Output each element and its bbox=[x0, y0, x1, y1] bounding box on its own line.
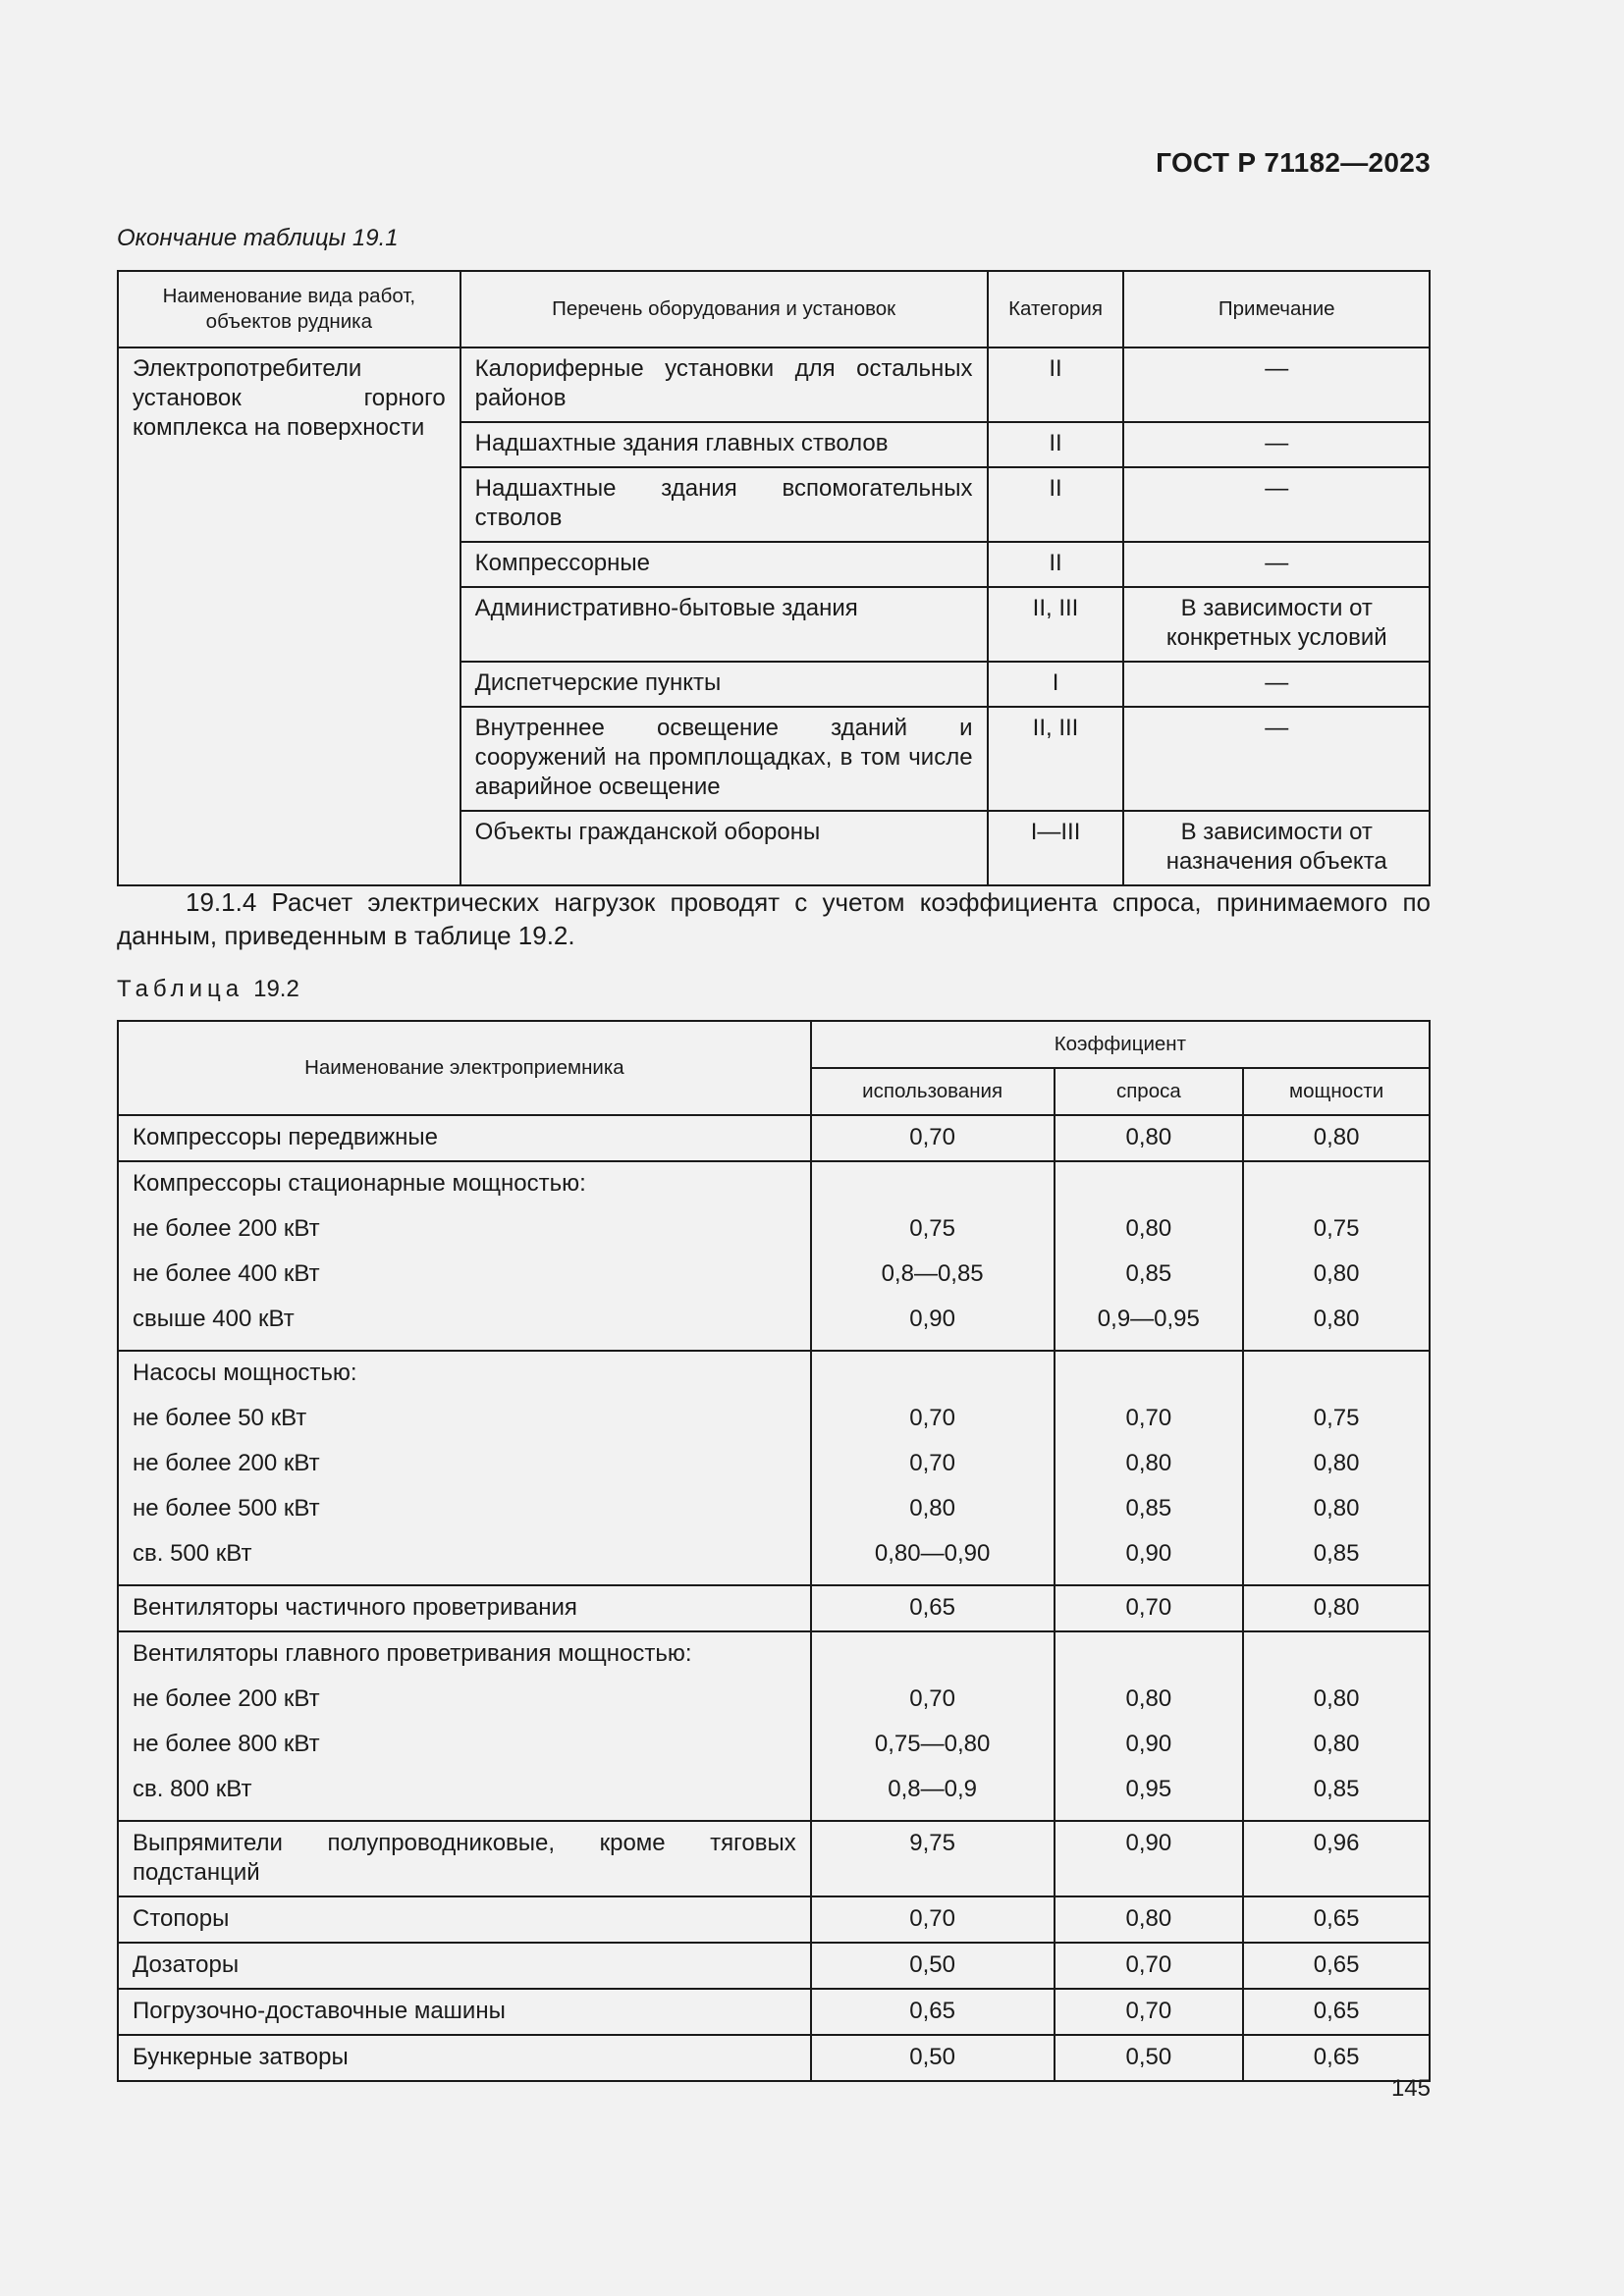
cell-line: 0,80 bbox=[909, 1495, 955, 1522]
table-row bbox=[118, 1989, 1430, 2035]
demand-cell: 0,50 bbox=[1055, 2035, 1244, 2081]
cell-line: 0,70 bbox=[1125, 1405, 1172, 1431]
demand-cell: 0,70 bbox=[1055, 1585, 1244, 1631]
equipment-cell: Компрессорные bbox=[460, 542, 988, 587]
note-cell: — bbox=[1123, 542, 1430, 587]
cell-line: 0,80 bbox=[1313, 1495, 1360, 1522]
equipment-cell: Объекты гражданской обороны bbox=[460, 811, 988, 885]
cell-line bbox=[1069, 1639, 1229, 1677]
table-caption-number: 19.2 bbox=[253, 976, 299, 1002]
utilization-cell: 9,75 bbox=[811, 1821, 1055, 1896]
note-cell: — bbox=[1123, 422, 1430, 467]
column-header-coefficient: Коэффициент bbox=[811, 1021, 1430, 1068]
cell-line: 0,85 bbox=[1313, 1540, 1360, 1567]
utilization-cell bbox=[811, 1161, 1055, 1351]
power-cell bbox=[1243, 1161, 1430, 1351]
paragraph-19-1-4: 19.1.4 Расчет электрических нагрузок проводят с учетом коэффициента спроса, принимаемого по данным, приведенным в таблице 19.2. bbox=[117, 887, 1431, 950]
demand-cell: 0,70 bbox=[1055, 1943, 1244, 1989]
table-row bbox=[118, 347, 1430, 422]
demand-cell: 0,70 bbox=[1055, 1989, 1244, 2035]
cell-line: не более 200 кВт bbox=[133, 1215, 320, 1242]
receiver-name-cell: Бункерные затворы bbox=[118, 2035, 811, 2081]
category-cell: II, III bbox=[988, 707, 1124, 811]
power-cell: 0,65 bbox=[1243, 1989, 1430, 2035]
cell-line: 0,75 bbox=[1313, 1405, 1360, 1431]
table-row bbox=[118, 1585, 1430, 1631]
cell-line: 0,70 bbox=[909, 1685, 955, 1712]
table-row bbox=[118, 1631, 1430, 1821]
cell-line: 0,70 bbox=[909, 1450, 955, 1476]
table-row bbox=[118, 1821, 1430, 1896]
document-code: ГОСТ Р 71182—2023 bbox=[1156, 147, 1431, 178]
note-cell: — bbox=[1123, 707, 1430, 811]
receiver-name-cell: Погрузочно-доставочные машины bbox=[118, 1989, 811, 2035]
table-row bbox=[118, 1896, 1430, 1943]
power-cell: 0,65 bbox=[1243, 1896, 1430, 1943]
note-cell: В зависимости от назначения объекта bbox=[1123, 811, 1430, 885]
power-cell bbox=[1243, 1351, 1430, 1585]
equipment-cell: Калориферные установки для остальных районов bbox=[460, 347, 988, 422]
utilization-cell: 0,50 bbox=[811, 2035, 1055, 2081]
table-19-2-caption bbox=[117, 976, 299, 1003]
cell-line: 0,80 bbox=[1125, 1215, 1172, 1242]
column-header-equipment: Перечень оборудования и установок bbox=[460, 271, 988, 347]
work-type-cell: Электропотребители установок горного комплекса на поверхности bbox=[118, 347, 460, 885]
cell-line bbox=[826, 1359, 1040, 1396]
cell-line: 0,80 bbox=[1313, 1306, 1360, 1332]
category-cell: II bbox=[988, 347, 1124, 422]
cell-line: 0,80 bbox=[1125, 1685, 1172, 1712]
receiver-name-cell: Вентиляторы частичного проветривания bbox=[118, 1585, 811, 1631]
cell-line: 0,85 bbox=[1125, 1495, 1172, 1522]
column-header-power: мощности bbox=[1243, 1068, 1430, 1115]
cell-line: 0,95 bbox=[1125, 1776, 1172, 1802]
receiver-name-cell bbox=[118, 1161, 811, 1351]
cell-line: св. 500 кВт bbox=[133, 1540, 252, 1567]
cell-line bbox=[1069, 1169, 1229, 1206]
cell-line: 0,80 bbox=[1125, 1450, 1172, 1476]
cell-line: 0,80 bbox=[1313, 1731, 1360, 1757]
cell-line: не более 400 кВт bbox=[133, 1260, 320, 1287]
table-row bbox=[118, 1161, 1430, 1351]
note-cell: — bbox=[1123, 467, 1430, 542]
category-cell: II, III bbox=[988, 587, 1124, 662]
column-header-receiver-name: Наименование электроприемника bbox=[118, 1021, 811, 1115]
category-cell: I—III bbox=[988, 811, 1124, 885]
cell-line: не более 200 кВт bbox=[133, 1685, 320, 1712]
cell-line: не более 200 кВт bbox=[133, 1450, 320, 1476]
receiver-name-cell: Дозаторы bbox=[118, 1943, 811, 1989]
power-cell: 0,96 bbox=[1243, 1821, 1430, 1896]
cell-line: 0,90 bbox=[1125, 1731, 1172, 1757]
cell-line: не более 50 кВт bbox=[133, 1405, 307, 1431]
table-row bbox=[118, 1943, 1430, 1989]
equipment-cell: Административно-бытовые здания bbox=[460, 587, 988, 662]
category-cell: II bbox=[988, 422, 1124, 467]
cell-line: св. 800 кВт bbox=[133, 1776, 252, 1802]
utilization-cell: 0,65 bbox=[811, 1585, 1055, 1631]
utilization-cell: 0,65 bbox=[811, 1989, 1055, 2035]
note-cell: — bbox=[1123, 662, 1430, 707]
cell-line bbox=[1258, 1169, 1415, 1206]
cell-line bbox=[826, 1639, 1040, 1677]
table-row bbox=[118, 1351, 1430, 1585]
category-cell: II bbox=[988, 542, 1124, 587]
receiver-name-cell: Выпрямители полупроводниковые, кроме тяговых подстанций bbox=[118, 1821, 811, 1896]
column-header-work-type: Наименование вида работ, объектов рудника bbox=[118, 271, 460, 347]
table-header-row bbox=[118, 271, 1430, 347]
cell-line: Насосы мощностью: bbox=[133, 1360, 357, 1386]
note-cell: — bbox=[1123, 347, 1430, 422]
utilization-cell: 0,50 bbox=[811, 1943, 1055, 1989]
table-caption-word: Таблица bbox=[117, 976, 244, 1002]
equipment-cell: Надшахтные здания главных стволов bbox=[460, 422, 988, 467]
category-cell: I bbox=[988, 662, 1124, 707]
power-cell: 0,80 bbox=[1243, 1115, 1430, 1161]
column-header-note: Примечание bbox=[1123, 271, 1430, 347]
demand-cell: 0,80 bbox=[1055, 1896, 1244, 1943]
cell-line bbox=[1258, 1639, 1415, 1677]
demand-cell bbox=[1055, 1161, 1244, 1351]
table-row bbox=[118, 2035, 1430, 2081]
power-cell: 0,65 bbox=[1243, 1943, 1430, 1989]
table-19-1-continuation-caption: Окончание таблицы 19.1 bbox=[117, 225, 399, 251]
equipment-cell: Надшахтные здания вспомогательных стволов bbox=[460, 467, 988, 542]
table-19-1 bbox=[117, 270, 1431, 886]
equipment-cell: Диспетчерские пункты bbox=[460, 662, 988, 707]
cell-line bbox=[1258, 1359, 1415, 1396]
cell-line: свыше 400 кВт bbox=[133, 1306, 295, 1332]
cell-line: 0,85 bbox=[1313, 1776, 1360, 1802]
power-cell: 0,65 bbox=[1243, 2035, 1430, 2081]
receiver-name-cell bbox=[118, 1351, 811, 1585]
table-row bbox=[118, 1115, 1430, 1161]
cell-line: 0,70 bbox=[909, 1405, 955, 1431]
cell-line bbox=[826, 1169, 1040, 1206]
cell-line: 0,90 bbox=[909, 1306, 955, 1332]
demand-cell bbox=[1055, 1351, 1244, 1585]
utilization-cell bbox=[811, 1351, 1055, 1585]
cell-line: 0,75 bbox=[909, 1215, 955, 1242]
utilization-cell: 0,70 bbox=[811, 1896, 1055, 1943]
demand-cell: 0,80 bbox=[1055, 1115, 1244, 1161]
cell-line: 0,8—0,9 bbox=[888, 1776, 977, 1802]
receiver-name-cell: Компрессоры передвижные bbox=[118, 1115, 811, 1161]
receiver-name-cell: Стопоры bbox=[118, 1896, 811, 1943]
column-header-demand: спроса bbox=[1055, 1068, 1244, 1115]
equipment-cell: Внутреннее освещение зданий и сооружений на промплощадках, в том числе аварийное освещение bbox=[460, 707, 988, 811]
cell-line: не более 800 кВт bbox=[133, 1731, 320, 1757]
cell-line bbox=[1069, 1359, 1229, 1396]
cell-line: не более 500 кВт bbox=[133, 1495, 320, 1522]
cell-line: 0,80—0,90 bbox=[874, 1540, 991, 1567]
utilization-cell bbox=[811, 1631, 1055, 1821]
note-cell: В зависимости от конкретных условий bbox=[1123, 587, 1430, 662]
cell-line: 0,8—0,85 bbox=[881, 1260, 984, 1287]
cell-line: Компрессоры стационарные мощностью: bbox=[133, 1170, 586, 1197]
table-19-2 bbox=[117, 1020, 1431, 2082]
page-number: 145 bbox=[1390, 2075, 1431, 2102]
cell-line: 0,85 bbox=[1125, 1260, 1172, 1287]
table-header-row bbox=[118, 1021, 1430, 1068]
power-cell: 0,80 bbox=[1243, 1585, 1430, 1631]
cell-line: 0,80 bbox=[1313, 1450, 1360, 1476]
utilization-cell: 0,70 bbox=[811, 1115, 1055, 1161]
cell-line: 0,80 bbox=[1313, 1260, 1360, 1287]
demand-cell: 0,90 bbox=[1055, 1821, 1244, 1896]
column-header-utilization: использования bbox=[811, 1068, 1055, 1115]
cell-line: 0,75—0,80 bbox=[874, 1731, 991, 1757]
cell-line: 0,9—0,95 bbox=[1097, 1306, 1200, 1332]
cell-line: 0,90 bbox=[1125, 1540, 1172, 1567]
column-header-category: Категория bbox=[988, 271, 1124, 347]
cell-line: 0,75 bbox=[1313, 1215, 1360, 1242]
category-cell: II bbox=[988, 467, 1124, 542]
cell-line: Вентиляторы главного проветривания мощностью: bbox=[133, 1640, 692, 1667]
cell-line: 0,80 bbox=[1313, 1685, 1360, 1712]
demand-cell bbox=[1055, 1631, 1244, 1821]
power-cell bbox=[1243, 1631, 1430, 1821]
receiver-name-cell bbox=[118, 1631, 811, 1821]
